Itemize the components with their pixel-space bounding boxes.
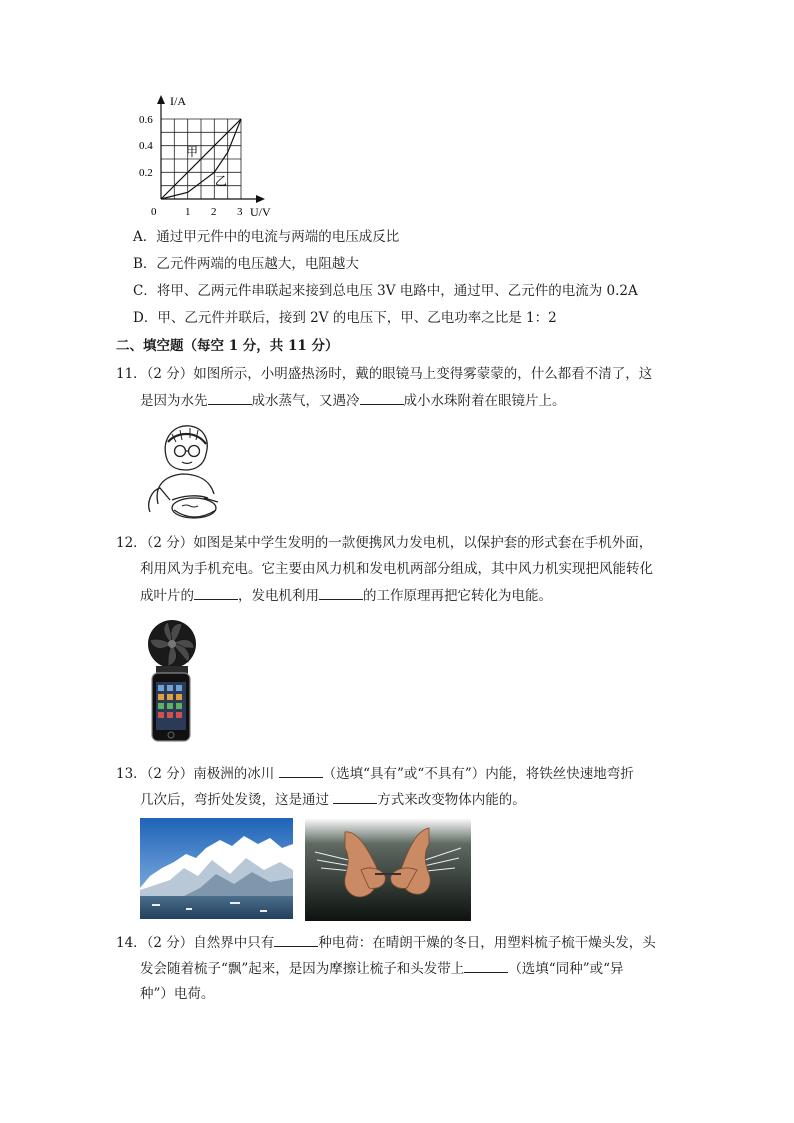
q14-text: 14．（2 分）自然界中只有 xyxy=(116,935,275,951)
x-axis-label: U/V xyxy=(250,205,271,219)
answer-blank[interactable] xyxy=(279,763,323,778)
q14-line-2 xyxy=(140,958,624,979)
q11-text: 是因为水先 xyxy=(140,393,208,409)
q12-line-2: 利用风为手机充电。它主要由风力机和发电机两部分组成，其中风力机实现把风能转化 xyxy=(140,561,653,577)
phone-fan-illustration xyxy=(140,618,202,746)
answer-blank[interactable] xyxy=(464,958,508,973)
q12-text: 成叶片的 xyxy=(140,588,194,604)
x-tick-label: 1 xyxy=(185,206,191,218)
answer-blank[interactable] xyxy=(274,932,318,947)
answer-blank[interactable] xyxy=(333,789,377,804)
q14-text: 种电荷：在晴朗干燥的冬日，用塑料梳子梳干燥头发，头 xyxy=(318,935,656,951)
bending-wire-photo xyxy=(305,818,471,921)
q11-line-1: 11．（2 分）如图所示，小明盛热汤时，戴的眼镜马上变得雾蒙蒙的，什么都看不清了，这 xyxy=(116,366,653,382)
glacier-photo xyxy=(140,818,293,919)
answer-blank[interactable] xyxy=(319,585,363,600)
option-c: C．将甲、乙两元件串联起来接到总电压 3V 电路中，通过甲、乙元件的电流为 0.2A xyxy=(133,283,638,299)
q13-line-2 xyxy=(140,789,526,810)
q13-text: （选填“具有”或“不具有”）内能，将铁丝快速地弯折 xyxy=(322,766,634,782)
series-label-yi: 乙 xyxy=(215,174,228,188)
q11-line-2 xyxy=(140,390,566,411)
x-tick-label: 2 xyxy=(211,206,217,218)
boy-soup-illustration xyxy=(138,418,230,524)
section-title: 二、填空题（每空 1 分，共 11 分） xyxy=(116,338,339,354)
phone-icon xyxy=(152,673,190,741)
answer-blank[interactable] xyxy=(360,390,404,405)
q11-text: 成小水珠附着在眼镜片上。 xyxy=(403,393,566,409)
q11-text: 成水蒸气，又遇冷 xyxy=(251,393,360,409)
iu-graph xyxy=(130,90,280,225)
y-tick-label: 0.2 xyxy=(139,167,153,179)
y-tick-label: 0.6 xyxy=(139,114,153,126)
series-label-jia: 甲 xyxy=(186,145,199,159)
q13-line-1 xyxy=(116,763,634,784)
q13-text: 几次后，弯折处发烫，这是通过 xyxy=(140,792,329,808)
fan-icon xyxy=(148,620,196,668)
answer-blank[interactable] xyxy=(208,390,252,405)
y-tick-label: 0.4 xyxy=(139,140,153,152)
q14-line-1 xyxy=(116,932,656,953)
q14-text: 发会随着梳子“飘”起来，是因为摩擦让梳子和头发带上 xyxy=(140,961,465,977)
q12-text: ，发电机利用 xyxy=(238,588,319,604)
q12-line-3 xyxy=(140,585,552,606)
y-axis-label: I/A xyxy=(170,94,186,108)
q14-line-3: 种”）电荷。 xyxy=(140,986,215,1002)
origin-label: 0 xyxy=(151,206,157,218)
option-a: A．通过甲元件中的电流与两端的电压成反比 xyxy=(133,229,400,245)
q12-text: 的工作原理再把它转化为电能。 xyxy=(363,588,552,604)
q14-text: （选填“同种”或“异 xyxy=(508,961,624,977)
q13-text: 13．（2 分）南极洲的冰川 xyxy=(116,766,275,782)
option-b: B．乙元件两端的电压越大，电阻越大 xyxy=(133,256,359,272)
answer-blank[interactable] xyxy=(194,585,238,600)
option-d: D．甲、乙元件并联后，接到 2V 的电压下，甲、乙电功率之比是 1：2 xyxy=(133,310,557,326)
q13-text: 方式来改变物体内能的。 xyxy=(377,792,526,808)
x-tick-label: 3 xyxy=(237,206,243,218)
q12-line-1: 12．（2 分）如图是某中学生发明的一款便携风力发电机，以保护套的形式套在手机外面， xyxy=(116,535,653,551)
